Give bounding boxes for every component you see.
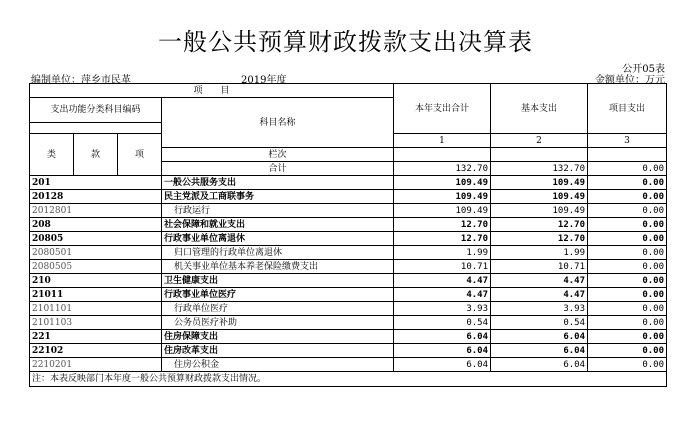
row-basic: 12.70: [491, 232, 588, 246]
form-code: 公开05表: [622, 64, 665, 75]
note-row: [30, 372, 667, 387]
row-code: 201: [30, 176, 162, 190]
row-project: 0.00: [588, 260, 667, 274]
row-basic: 4.47: [491, 274, 588, 288]
amount-unit: 金额单位：万元: [595, 75, 665, 86]
row-basic: 0.54: [491, 316, 588, 330]
row-project: 0.00: [588, 316, 667, 330]
header-func-code: 支出功能分类科目编码: [30, 98, 162, 123]
table-row: [30, 232, 667, 246]
row-project: 0.00: [588, 204, 667, 218]
row-total: 10.71: [394, 260, 491, 274]
row-basic: 3.93: [491, 302, 588, 316]
row-total: 109.49: [394, 190, 491, 204]
row-total: 6.04: [394, 344, 491, 358]
table-row: [30, 246, 667, 260]
row-name: 行政运行: [162, 204, 394, 218]
row-code: 221: [30, 330, 162, 344]
row-project: 0.00: [588, 288, 667, 302]
expenditure-table: [29, 83, 667, 387]
row-name: 行政事业单位医疗: [162, 288, 394, 302]
table-row: [30, 288, 667, 302]
row-code: 2101101: [30, 302, 162, 316]
row-project: 0.00: [588, 218, 667, 232]
row-name: 社会保障和就业支出: [162, 218, 394, 232]
row-name: 住房保障支出: [162, 330, 394, 344]
row-total: 12.70: [394, 232, 491, 246]
row-total: 6.04: [394, 330, 491, 344]
row-total: 12.70: [394, 218, 491, 232]
header-lanci: 栏次: [162, 148, 394, 162]
row-code: 21011: [30, 288, 162, 302]
project-value: 0.00: [588, 162, 667, 176]
header-name: 科目名称: [162, 98, 394, 148]
row-code: 20805: [30, 232, 162, 246]
row-code: 2101103: [30, 316, 162, 330]
row-project: 0.00: [588, 274, 667, 288]
row-basic: 12.70: [491, 218, 588, 232]
row-name: 卫生健康支出: [162, 274, 394, 288]
row-project: 0.00: [588, 302, 667, 316]
row-basic: 109.49: [491, 204, 588, 218]
table-note: 注：本表反映部门本年度一般公共预算财政拨款支出情况。: [30, 372, 667, 387]
table-row: [30, 204, 667, 218]
row-project: 0.00: [588, 190, 667, 204]
row-code: 2080505: [30, 260, 162, 274]
row-name: 机关事业单位基本养老保险缴费支出: [162, 260, 394, 274]
table-row: [30, 344, 667, 358]
row-project: 0.00: [588, 344, 667, 358]
row-total: 3.93: [394, 302, 491, 316]
row-basic: 4.47: [491, 288, 588, 302]
row-total: 109.49: [394, 176, 491, 190]
row-project: 0.00: [588, 246, 667, 260]
table-row: [30, 260, 667, 274]
row-name: 民主党派及工商联事务: [162, 190, 394, 204]
row-project: 0.00: [588, 176, 667, 190]
header-col-basic: 基本支出: [491, 84, 588, 134]
row-project: 0.00: [588, 330, 667, 344]
row-code: 208: [30, 218, 162, 232]
row-name: 公务员医疗补助: [162, 316, 394, 330]
row-code: 2012801: [30, 204, 162, 218]
row-basic: 109.49: [491, 190, 588, 204]
header-item: 项 目: [30, 84, 394, 98]
row-code: 2210201: [30, 358, 162, 372]
row-code: 22102: [30, 344, 162, 358]
row-name: 行政单位医疗: [162, 302, 394, 316]
row-code: 20128: [30, 190, 162, 204]
row-project: 0.00: [588, 358, 667, 372]
page-title: 一般公共预算财政拨款支出决算表: [158, 28, 533, 56]
header-heji: 合计: [162, 162, 394, 176]
header-row-item: [30, 84, 667, 98]
row-basic: 109.49: [491, 176, 588, 190]
row-total: 109.49: [394, 204, 491, 218]
basic-value: 132.70: [491, 162, 588, 176]
table-row: [30, 218, 667, 232]
unit-label: 编制单位：萍乡市民革: [31, 75, 131, 86]
row-project: 0.00: [588, 232, 667, 246]
row-basic: 6.04: [491, 358, 588, 372]
row-name: 一般公共服务支出: [162, 176, 394, 190]
header-lei: 类: [30, 134, 74, 176]
year-label: 2019年度: [241, 75, 287, 86]
table-row: [30, 358, 667, 372]
total-value: 132.70: [394, 162, 491, 176]
row-name: 住房改革支出: [162, 344, 394, 358]
row-code: 210: [30, 274, 162, 288]
row-total: 4.47: [394, 274, 491, 288]
header-n1: 1: [394, 134, 491, 148]
table-row: [30, 190, 667, 204]
header-n3: 3: [588, 134, 667, 148]
header-col-total: 本年支出合计: [394, 84, 491, 134]
row-total: 0.54: [394, 316, 491, 330]
row-total: 1.99: [394, 246, 491, 260]
row-basic: 10.71: [491, 260, 588, 274]
row-basic: 6.04: [491, 330, 588, 344]
table-row: [30, 302, 667, 316]
header-col-project: 项目支出: [588, 84, 667, 134]
row-name: 归口管理的行政单位离退休: [162, 246, 394, 260]
row-basic: 1.99: [491, 246, 588, 260]
row-name: 行政事业单位离退休: [162, 232, 394, 246]
row-total: 4.47: [394, 288, 491, 302]
header-xiang: 项: [118, 134, 162, 176]
row-total: 6.04: [394, 358, 491, 372]
row-basic: 6.04: [491, 344, 588, 358]
header-kuan: 款: [74, 134, 118, 176]
table-row: [30, 176, 667, 190]
header-n2: 2: [491, 134, 588, 148]
table-row: [30, 330, 667, 344]
row-code: 2080501: [30, 246, 162, 260]
table-row: [30, 316, 667, 330]
table-row: [30, 274, 667, 288]
row-name: 住房公积金: [162, 358, 394, 372]
